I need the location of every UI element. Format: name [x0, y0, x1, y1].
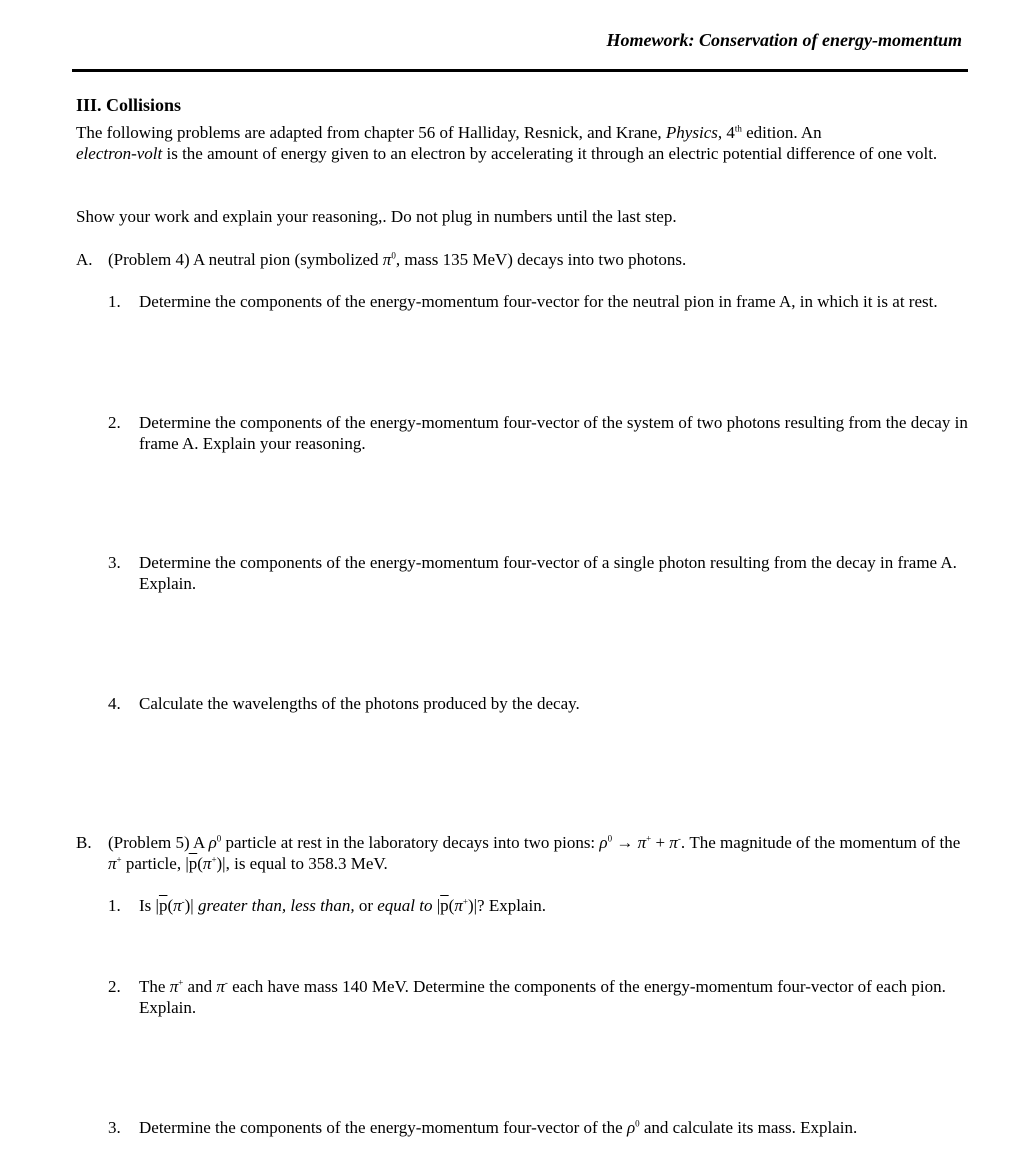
- part-a-question-3: 3. Determine the components of the energy-momentum four-vector of a single photon resulting from the decay in frame A. Explain.: [108, 553, 957, 593]
- book-title: Physics: [665, 123, 718, 142]
- part-b-label: B.: [76, 833, 92, 852]
- intro-paragraph: The following problems are adapted from chapter 56 of Halliday, Resnick, and Krane, Physics, 4th edition. An electron-volt is the amount of energy given to an electron by accelerating it through an electric potential difference of one volt.: [76, 123, 938, 163]
- part-a-question-2: 2. Determine the components of the energy-momentum four-vector of the system of two photons resulting from the decay in frame A. Explain your reasoning.: [108, 413, 968, 453]
- part-b-question-2: 2. The π+ and π- each have mass 140 MeV. Determine the components of the energy-momentum four-vector of each pion. Explain.: [108, 977, 946, 1017]
- part-b-question-1: 1. Is $|\overline{p}(\pi^-)|$ greater than, less than, or equal to $|\overline{p}(\pi^+)|$? Explain.: [108, 896, 546, 915]
- term-electron-volt: electron-volt: [76, 144, 163, 163]
- header-divider: [72, 69, 968, 72]
- page-header-title: Homework: Conservation of energy-momentum: [606, 30, 962, 50]
- part-a-question-4: 4. Calculate the wavelengths of the photons produced by the decay.: [108, 694, 580, 713]
- section-title: III. Collisions: [76, 95, 182, 115]
- instructions: Show your work and explain your reasoning,. Do not plug in numbers until the last step.: [76, 207, 677, 226]
- part-a-heading: A. (Problem 4) A neutral pion (symbolized $\pi^0$, mass 135 MeV) decays into two photons.: [76, 250, 687, 269]
- part-a-label: A.: [76, 250, 93, 269]
- part-b-question-3: 3. Determine the components of the energy-momentum four-vector of the $\rho^0$ and calculate its mass. Explain.: [108, 1118, 858, 1137]
- part-b-heading: B. (Problem 5) A $\rho^0$ particle at rest in the laboratory decays into two pions: $\rho^0 \to \pi^+ + \pi^-$. The magnitude of the momentum of the π+ particle, $|\overline{p}(\pi^+)|$, is equal to 358.3 MeV.: [76, 833, 961, 873]
- part-a-question-1: 1. Determine the components of the energy-momentum four-vector for the neutral pion in frame A, in which it is at rest.: [108, 292, 938, 311]
